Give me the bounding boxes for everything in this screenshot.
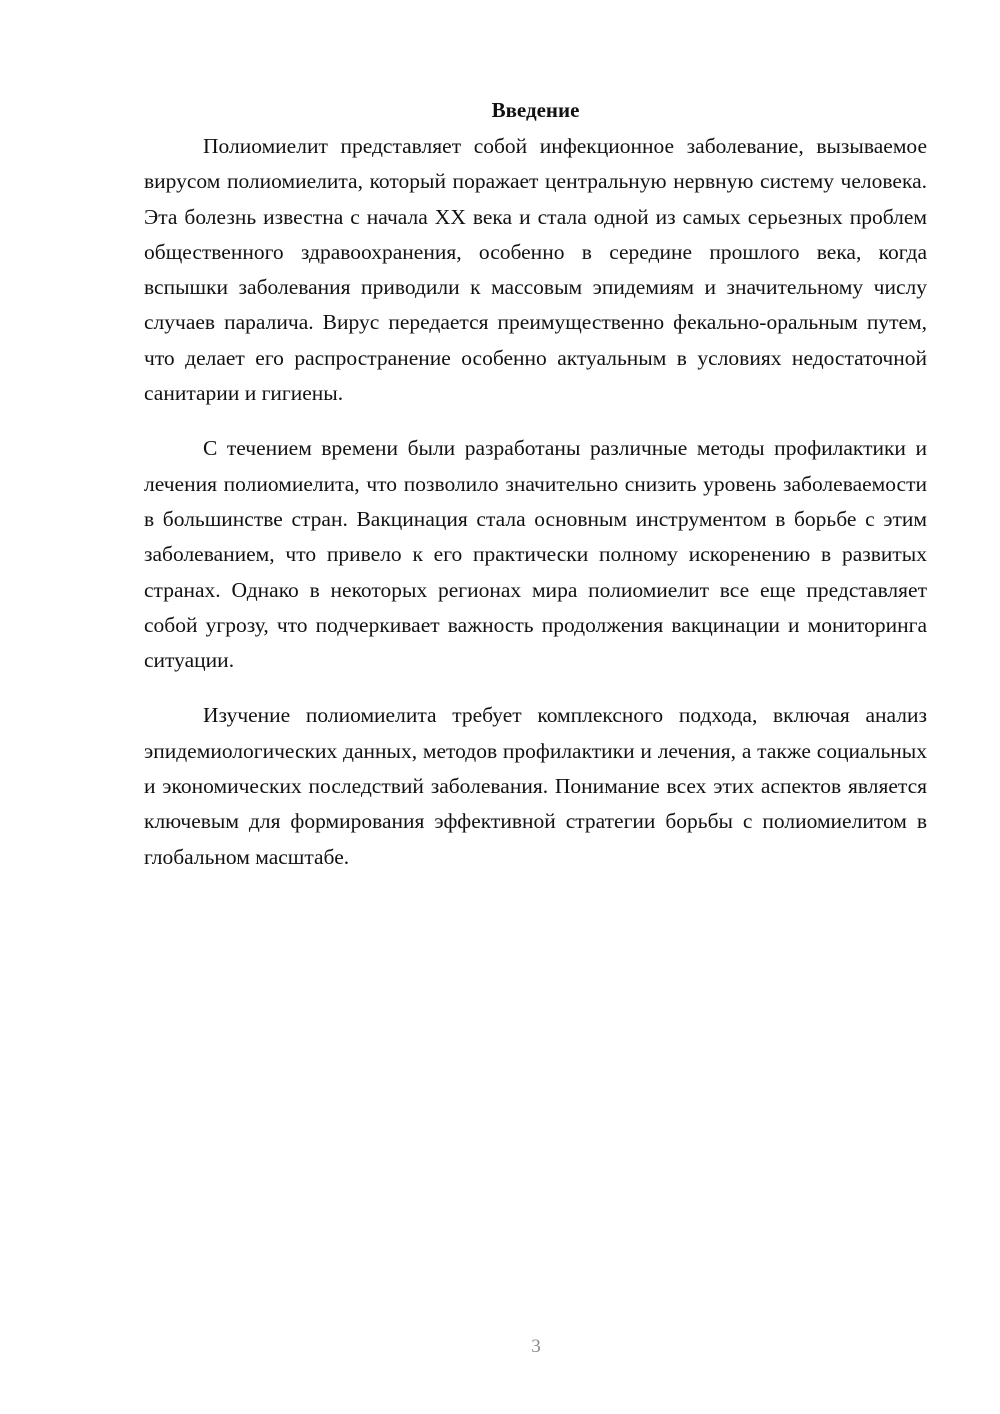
page-content bbox=[144, 94, 927, 895]
section-heading: Введение bbox=[491, 98, 580, 122]
page-number: 3 bbox=[531, 1336, 541, 1357]
paragraph-2: С течением времени были разработаны различные методы профилактики и лечения полиомиелита, что позволило значительно снизить уровень заболеваемости в большинстве стран. Вакцинация стала основным инструментом в борьбе с этим заболеванием, что привело к его практически полному искоренению в развитых странах. Однако в некоторых регионах мира полиомиелит все еще представляет собой угрозу, что подчеркивает важность продолжения вакцинации и мониторинга ситуации. bbox=[144, 436, 927, 673]
paragraph-3: Изучение полиомиелита требует комплексного подхода, включая анализ эпидемиологических данных, методов профилактики и лечения, а также социальных и экономических последствий заболевания. Понимание всех этих аспектов является ключевым для формирования эффективной стратегии борьбы с полиомиелитом в глобальном масштабе. bbox=[144, 703, 927, 869]
paragraph-1: Полиомиелит представляет собой инфекционное заболевание, вызываемое вирусом полиомиелита, который поражает центральную нервную систему человека. Эта болезнь известна с начала XX века и стала одной из самых серьезных проблем общественного здравоохранения, особенно в середине прошлого века, когда вспышки заболевания приводили к массовым эпидемиям и значительному числу случаев паралича. Вирус передается преимущественно фекально-оральным путем, что делает его распространение особенно актуальным в условиях недостаточной санитарии и гигиены. bbox=[144, 134, 927, 406]
